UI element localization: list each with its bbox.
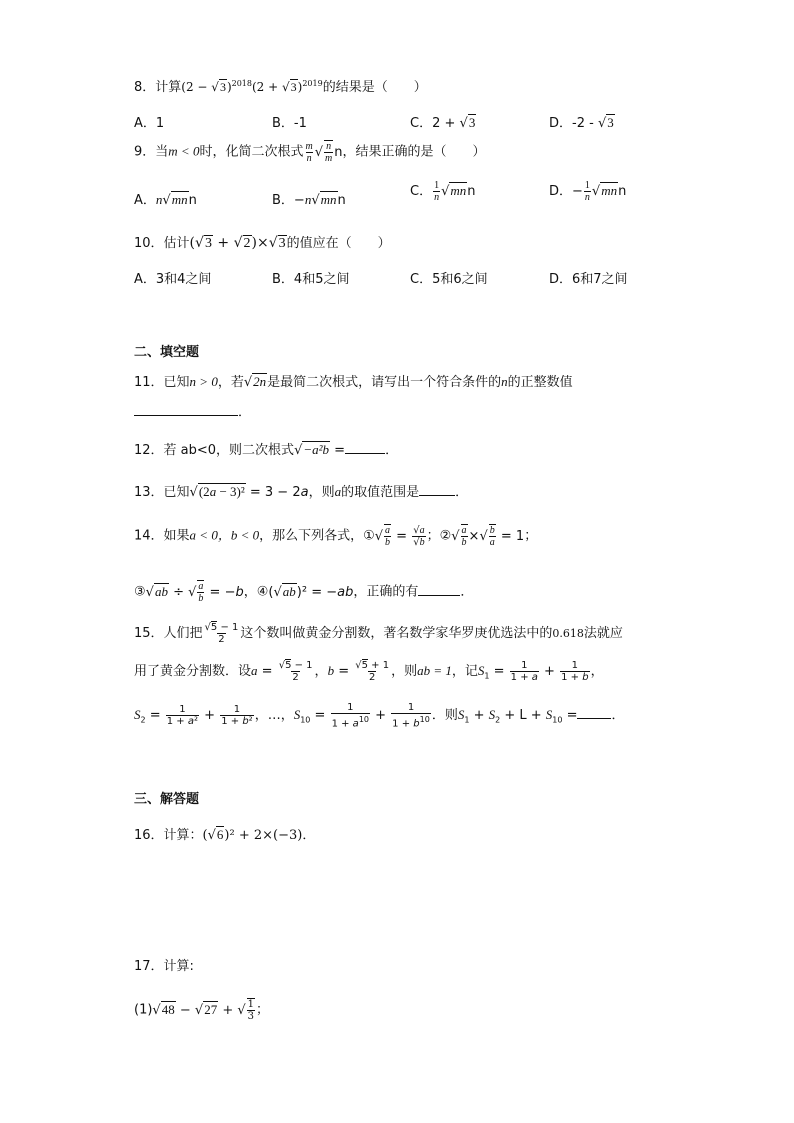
q11-mid: ，若 — [217, 375, 244, 390]
q8-option-a[interactable]: A．1 — [134, 116, 165, 131]
question-12: 12．若 ab<0，则二次根式√−a²b = ． — [134, 442, 399, 458]
q13-answer-blank[interactable] — [419, 483, 455, 496]
q15-ab: ab = 1 — [417, 663, 452, 678]
q8-suffix: 的结果是（ ） — [322, 80, 427, 95]
q13-mid: ，则 — [308, 485, 335, 500]
question-13: 13．已知√(2a − 3)² = 3 − 2a，则a的取值范围是 ． — [134, 484, 469, 500]
q9-option-c[interactable]: C． $\frac{1}{n}$ √mnn — [410, 180, 476, 203]
q15-s1: $S_1$ = $\frac{1}{1 + a}$ + $\frac{1}{1 + b}$ ， — [477, 660, 604, 683]
q8-expression: $(2 - √3)^{2018}(2 + √3)^{2019}$ — [181, 79, 323, 94]
question-10 — [134, 232, 391, 252]
q15-b-def: b = $\frac{√5 + 1}{2}$ — [327, 660, 390, 683]
q9-option-a[interactable]: A．n√mnn — [134, 192, 197, 208]
q15-dots: ，…， — [254, 708, 294, 724]
q14-mid: ，那么下列各式，① — [259, 528, 375, 544]
q9-mid: 时，化简二次根式 — [199, 144, 304, 160]
q14-sep-1: ；② — [426, 528, 452, 544]
q13-suffix: 的取值范围是 — [341, 485, 420, 500]
q15-a-def: a = $\frac{√5 - 1}{2}$ — [251, 660, 313, 683]
question-14-line-2: ③√ab ÷ √ $\frac{a}{b}$ = −b，④(√ab)² = −ab，正确的有 ． — [134, 581, 474, 604]
q9-expression: $\frac{m}{n}$ √ $\frac{n}{m}$ n — [305, 140, 343, 164]
q10-expression: (√3 + √2)×√3 — [189, 235, 286, 251]
question-15-line-3: $S_2$ = $\frac{1}{\text{1 + a²}}$ + $\frac{1}{\text{1 + b²}}$ ，…，$S_{10}$ = $\frac{1}{1 + a^{10}}$ + $\frac{1}{1 + b^{10}}$ ．则$S_1 + S_2 + L + S_{10}$ = ． — [134, 702, 625, 730]
q15-mid-1: 这个数叫做黄金分割数，著名数学家华罗庚优选法中的 — [240, 626, 553, 641]
q15-mid-2: 法就应 — [583, 626, 623, 641]
q15-sum: $S_1 + S_2 + L + S_{10}$ = — [457, 707, 578, 725]
q14-expr-1: √ $\frac{a}{b}$ = $\frac{√a}{√b}$ — [374, 524, 425, 548]
q12-text: 12．若 ab<0，则二次根式 — [134, 443, 295, 458]
q8-option-b[interactable]: B．-1 — [272, 116, 307, 131]
q10-option-b[interactable]: B．4和5之间 — [272, 272, 350, 287]
q14-suffix: ，正确的有 — [353, 584, 419, 600]
q12-answer-blank[interactable] — [345, 441, 385, 454]
q15-line2a: 用了黄金分割数．设 — [134, 664, 252, 679]
q13-expression: √(2a − 3)² = 3 − 2a — [189, 484, 309, 500]
question-17-part-1: (1)√48 − √27 + √ $\frac{1}{3}$ ； — [134, 999, 270, 1022]
q16-label: 16．计算： — [134, 828, 203, 843]
q9-option-b[interactable]: B．−n√mnn — [272, 192, 346, 208]
q14-expr-2: √ $\frac{a}{b}$ ×√ $\frac{b}{a}$ = 1 — [451, 525, 525, 548]
q13-prefix: 13．已知 — [134, 485, 190, 500]
q15-then-2: ．则 — [431, 708, 458, 724]
q13-var: a — [334, 484, 342, 499]
q11-condition: n > 0 — [189, 374, 218, 389]
q14-sep-2: ； — [524, 528, 538, 544]
q10-label: 10．估计 — [134, 236, 190, 251]
q8-label: 8．计算 — [134, 80, 182, 95]
question-15 — [134, 622, 623, 645]
section-solutions: 三、解答题 — [134, 792, 200, 807]
q11-expression: √2n — [243, 374, 267, 390]
q15-number: 0.618 — [552, 627, 584, 640]
question-15-line-2: 用了黄金分割数．设a = $\frac{√5 - 1}{2}$ ，b = $\frac{√5 + 1}{2}$ ，则ab = 1，记$S_1$ = $\frac{1}{1 + a}$ + $\frac{1}{1 + b}$ ， — [134, 660, 604, 683]
q11-answer-line[interactable]: ． — [134, 401, 251, 420]
q15-then: ，则 — [391, 664, 418, 679]
q9-condition: m < 0 — [168, 143, 200, 159]
q10-option-d[interactable]: D．6和7之间 — [549, 272, 628, 287]
q14-prefix: 14．如果 — [134, 528, 190, 544]
question-11 — [134, 371, 573, 390]
q17-part1-expression: √48 − √27 + √ $\frac{1}{3}$ — [152, 999, 255, 1022]
q15-s10: $S_{10}$ = $\frac{1}{1 + a^{10}}$ + $\frac{1}{1 + b^{10}}$ — [293, 702, 430, 730]
q15-answer-blank[interactable] — [577, 706, 611, 719]
q9-suffix: ，结果正确的是（ ） — [342, 144, 486, 160]
q11-prefix: 11．已知 — [134, 375, 190, 390]
q14-condition: a < 0，b < 0 — [189, 527, 260, 543]
q11-suffix: 是最简二次根式，请写出一个符合条件的 — [267, 375, 502, 390]
q15-note: ，记 — [451, 664, 478, 679]
q10-option-c[interactable]: C．5和6之间 — [410, 272, 488, 287]
q12-expression: √−a²b = — [294, 442, 346, 458]
q14-expr-4: (√ab)² = −ab — [268, 583, 354, 600]
q10-suffix: 的值应在（ ） — [286, 236, 391, 251]
q14-sep-3: ，④ — [243, 584, 269, 600]
q11-end: 的正整数值 — [507, 375, 573, 390]
question-17: 17．计算: — [134, 959, 194, 974]
question-14 — [134, 524, 537, 548]
q15-s2: $S_2$ = $\frac{1}{\text{1 + a²}}$ + $\frac{1}{\text{1 + b²}}$ — [134, 704, 253, 728]
q14-line2-start: ③ — [134, 584, 146, 600]
question-16: 16．计算：(√6)² + 2×(−3)． — [134, 827, 316, 843]
q14-expr-3: √ab ÷ √ $\frac{a}{b}$ = −b — [145, 581, 244, 604]
q10-option-a[interactable]: A．3和4之间 — [134, 272, 212, 287]
q11-var: n — [501, 374, 508, 389]
section-fill-in-blank: 二、填空题 — [134, 345, 200, 360]
q9-prefix: 9．当 — [134, 144, 169, 160]
q9-option-d[interactable]: D．− $\frac{1}{n}$ √mnn — [549, 180, 627, 203]
q16-expression: (√6)² + 2×(−3) — [202, 827, 303, 843]
question-9 — [134, 140, 486, 164]
q8-option-c[interactable]: C．2 + √3 — [410, 115, 476, 131]
q14-answer-blank[interactable] — [418, 583, 460, 596]
question-8 — [134, 76, 427, 95]
q15-prefix: 15．人们把 — [134, 626, 203, 641]
q8-option-d[interactable]: D．-2 - √3 — [549, 115, 614, 131]
q17-part1-label: (1) — [134, 1002, 153, 1018]
q15-golden-number: $\frac{√5 - 1}{2}$ — [204, 622, 239, 645]
